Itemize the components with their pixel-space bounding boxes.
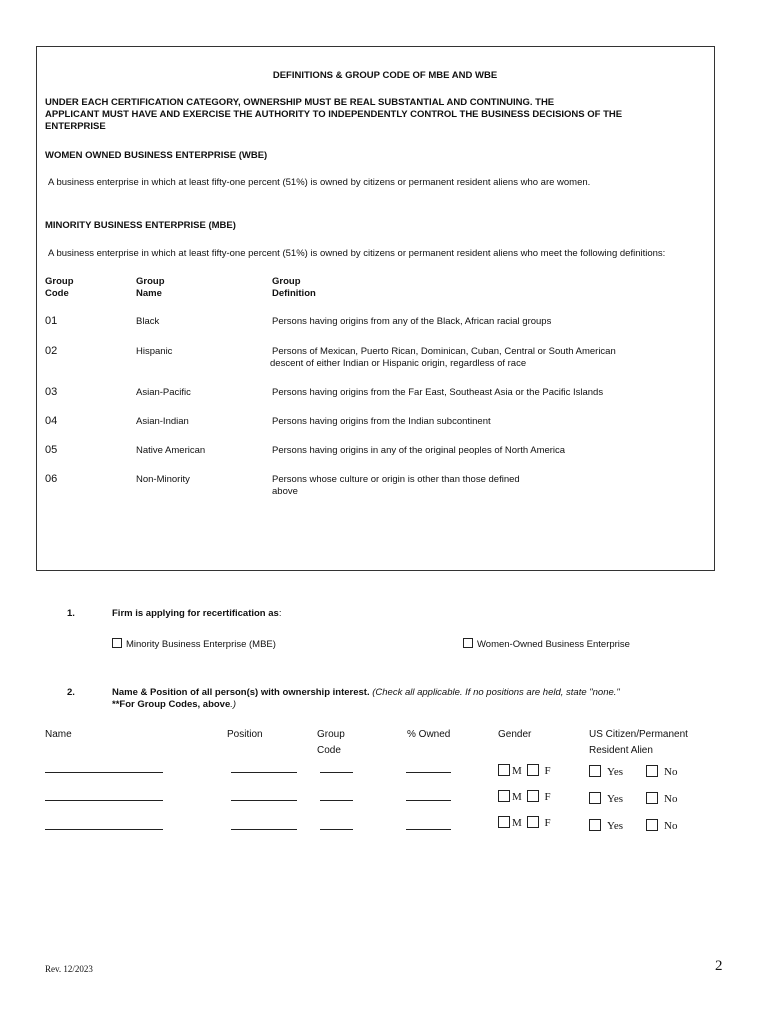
group-definition: Persons having origins from the Indian subcontinent [272,416,491,427]
gender-m-checkbox[interactable] [498,790,510,802]
group-name: Black [136,316,160,327]
group-definition: Persons having origins from any of the Black, African racial groups [272,316,552,327]
no-label: No [664,766,678,778]
col-owned: % Owned [407,729,451,740]
group-definition-cont: above [272,486,298,497]
yes-label: Yes [607,820,624,832]
gender-f-checkbox[interactable] [527,816,539,828]
definitions-title: DEFINITIONS & GROUP CODE OF MBE AND WBE [272,70,498,81]
gender-m-checkbox[interactable] [498,816,510,828]
group-definition-cont: descent of either Indian or Hispanic origin, regardless of race [270,358,527,369]
owned-field[interactable] [406,800,451,801]
revision-date: Rev. 12/2023 [45,964,93,974]
col-name-header-1: Group [136,276,165,287]
option-wbe[interactable] [463,638,630,650]
position-field[interactable] [231,829,297,830]
group-name: Hispanic [136,346,173,357]
definitions-box [36,46,715,571]
q2-label: Name & Position of all person(s) with ownership interest. [112,687,370,698]
option-mbe-label: Minority Business Enterprise (MBE) [126,639,276,650]
q1-label-wrap [112,608,281,619]
wbe-text: A business enterprise in which at least fifty-one percent (51%) is owned by citizens or permanent resident aliens who are women. [48,177,591,188]
no-checkbox[interactable] [646,765,658,777]
col-group-2: Code [317,745,341,756]
col-code-header-2: Code [45,288,69,299]
col-code-header-1: Group [45,276,74,287]
gender-m-label: M [512,791,522,803]
group-code-field[interactable] [320,800,353,801]
col-def-header-1: Group [272,276,301,287]
group-definition: Persons whose culture or origin is other than those defined [272,474,520,485]
col-name: Name [45,729,72,740]
position-field[interactable] [231,772,297,773]
mbe-checkbox[interactable] [112,638,122,648]
group-definition: Persons of Mexican, Puerto Rican, Dominican, Cuban, Central or South American [272,346,616,357]
option-wbe-label: Women-Owned Business Enterprise [477,639,630,650]
group-definition: Persons having origins in any of the original peoples of North America [272,445,566,456]
group-name: Asian-Pacific [136,387,191,398]
col-position: Position [227,729,263,740]
q2-line2-wrap [112,699,236,710]
group-name: Asian-Indian [136,416,189,427]
q2-line2: **For Group Codes, above [112,699,231,710]
col-citizen-2: Resident Alien [589,745,653,756]
citizen-yes[interactable] [589,792,623,805]
gender-m-label: M [512,765,522,777]
no-label: No [664,793,678,805]
no-checkbox[interactable] [646,792,658,804]
yes-label: Yes [607,793,624,805]
group-definition: Persons having origins from the Far East, Southeast Asia or the Pacific Islands [272,387,604,398]
no-checkbox[interactable] [646,819,658,831]
citizen-yes[interactable] [589,819,623,832]
q1-colon: : [278,608,282,619]
name-field[interactable] [45,829,163,830]
gender-m-label: M [512,817,522,829]
gender-f-label: F [544,765,551,777]
intro-line-2: APPLICANT MUST HAVE AND EXERCISE THE AUTHORITY TO INDEPENDENTLY CONTROL THE BUSINESS DECISIONS OF THE [45,109,623,120]
group-code: 02 [45,345,58,357]
q2-line2-end: .) [230,699,237,710]
q1-label: Firm is applying for recertification as [112,608,279,619]
yes-checkbox[interactable] [589,792,601,804]
col-name-header-2: Name [136,288,162,299]
name-field[interactable] [45,800,163,801]
q2-note: (Check all applicable. If no positions are held, state "none." [372,687,620,698]
wbe-checkbox[interactable] [463,638,473,648]
gender-f-checkbox[interactable] [527,790,539,802]
owned-field[interactable] [406,772,451,773]
citizen-no[interactable] [646,819,677,832]
group-code: 03 [45,386,58,398]
no-label: No [664,820,678,832]
wbe-heading: WOMEN OWNED BUSINESS ENTERPRISE (WBE) [45,150,268,161]
gender-f-label: F [544,791,551,803]
mbe-heading: MINORITY BUSINESS ENTERPRISE (MBE) [45,220,236,231]
option-mbe[interactable] [112,638,276,650]
group-code-field[interactable] [320,772,353,773]
group-code: 04 [45,415,58,427]
citizen-yes[interactable] [589,765,623,778]
intro-line-3: ENTERPRISE [45,121,106,132]
yes-checkbox[interactable] [589,819,601,831]
owned-field[interactable] [406,829,451,830]
gender-options [498,816,551,829]
col-citizen-1: US Citizen/Permanent [589,729,688,740]
group-code: 06 [45,473,58,485]
yes-label: Yes [607,766,624,778]
group-code: 01 [45,315,58,327]
page-number: 2 [715,958,723,974]
intro-line-1: UNDER EACH CERTIFICATION CATEGORY, OWNERSHIP MUST BE REAL SUBSTANTIAL AND CONTINUING. THE [45,97,555,108]
gender-options [498,764,551,777]
citizen-no[interactable] [646,792,677,805]
col-gender: Gender [498,729,532,740]
name-field[interactable] [45,772,163,773]
q1-number: 1. [67,608,75,619]
citizen-no[interactable] [646,765,677,778]
gender-m-checkbox[interactable] [498,764,510,776]
col-def-header-2: Definition [272,288,316,299]
group-name: Native American [136,445,206,456]
mbe-text: A business enterprise in which at least fifty-one percent (51%) is owned by citizens or permanent resident aliens who meet the following definitions: [48,248,666,259]
q2-label-wrap [112,687,620,698]
gender-f-checkbox[interactable] [527,764,539,776]
group-name: Non-Minority [136,474,190,485]
gender-f-label: F [544,817,551,829]
gender-options [498,790,551,803]
q2-number: 2. [67,687,75,698]
position-field[interactable] [231,800,297,801]
yes-checkbox[interactable] [589,765,601,777]
group-code-field[interactable] [320,829,353,830]
group-code: 05 [45,444,58,456]
col-group-1: Group [317,729,345,740]
